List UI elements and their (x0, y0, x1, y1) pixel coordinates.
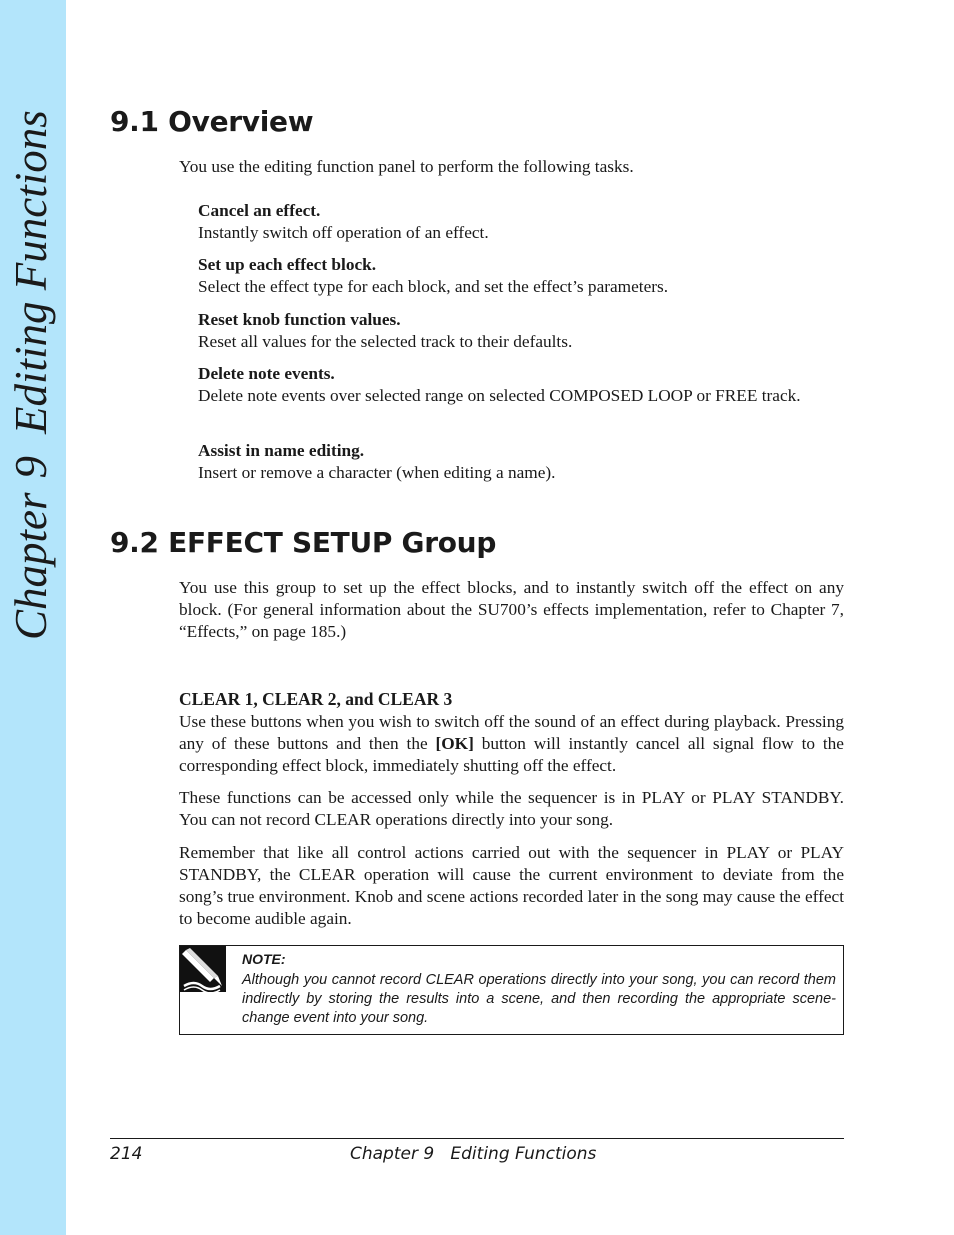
clear-paragraph-3: Remember that like all control actions carried out with the sequencer in PLAY or PLAY STANDBY, the CLEAR operation will cause the current environment to deviate from the song’s true environment. Knob and scene actions recorded later in the song may cause the effect to become audible again. (179, 843, 844, 928)
task-desc: Instantly switch off operation of an effect. (198, 223, 489, 242)
chapter-title: Editing Functions (6, 110, 56, 434)
task-title: Delete note events. (198, 364, 335, 383)
task-item (198, 254, 844, 298)
overview-intro: You use the editing function panel to perform the following tasks. (179, 157, 634, 176)
para1-text-before: Use these buttons when you wish to switch off the sound of an effect during playback. Pressing any of these buttons and then the (179, 712, 844, 753)
section-heading-overview: 9.1 Overview (110, 105, 314, 138)
task-title: Set up each effect block. (198, 255, 377, 274)
para1-text-after: button will instantly cancel all signal flow to the corresponding effect block, immediately shutting off the effect. (179, 734, 844, 775)
task-desc: Select the effect type for each block, and set the effect’s parameters. (198, 277, 669, 296)
note-box (179, 945, 844, 1035)
effect-setup-intro: You use this group to set up the effect blocks, and to instantly switch off the effect on any block. (For general information about the SU700’s effects implementation, refer to Chapter 7, “Effects,” on page 185.) (179, 578, 844, 641)
pencil-note-icon (180, 946, 226, 992)
task-title: Reset knob function values. (198, 310, 401, 329)
task-title: Assist in name editing. (198, 441, 365, 460)
clear-paragraph-1 (179, 711, 844, 777)
chapter-side-title (2, 110, 60, 640)
chapter-side-band (0, 0, 66, 1235)
footer-divider (110, 1138, 844, 1139)
task-item (198, 363, 844, 407)
note-text: Although you cannot record CLEAR operations directly into your song, you can record them indirectly by storing the results into a scene, and then recording the appropriate scene-change event into your song. (242, 972, 836, 1026)
task-desc: Reset all values for the selected track to their defaults. (198, 332, 573, 351)
footer-chapter-title: Chapter 9 Editing Functions (350, 1144, 597, 1164)
task-title: Cancel an effect. (198, 201, 321, 220)
clear-subheading: CLEAR 1, CLEAR 2, and CLEAR 3 (179, 689, 453, 709)
clear-paragraph-2: These functions can be accessed only while the sequencer is in PLAY or PLAY STANDBY. You can not record CLEAR operations directly into your song. (179, 788, 844, 829)
section-heading-effect-setup: 9.2 EFFECT SETUP Group (110, 526, 497, 559)
task-desc: Delete note events over selected range on selected COMPOSED LOOP or FREE track. (198, 386, 801, 405)
ok-button-reference: [OK] (435, 734, 474, 753)
task-item (198, 309, 844, 353)
task-item (198, 440, 844, 484)
footer-page-number: 214 (110, 1144, 143, 1164)
note-label: NOTE: (242, 951, 286, 967)
task-desc: Insert or remove a character (when editing a name). (198, 463, 556, 482)
task-item (198, 200, 844, 244)
chapter-number: 9 (6, 455, 56, 479)
chapter-label: Chapter (6, 492, 56, 640)
